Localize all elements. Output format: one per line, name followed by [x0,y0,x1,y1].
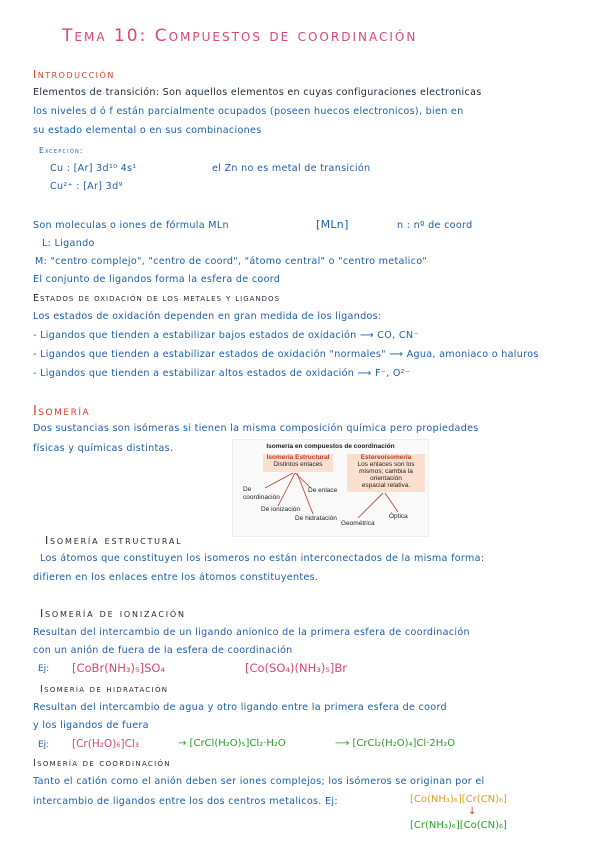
coordinacion-ex-1: [Co(NH₃)₆][Cr(CN)₆] [410,794,507,805]
estructural-line-2: difieren en los enlaces entre los átomos constituyentes. [33,572,319,583]
ionizacion-line-2: con un anión de fuera de la esfera de coordinación [33,645,293,656]
ionizacion-ex-label: Ej: [38,664,50,674]
diagram-title: Isomería en compuestos de coordinación [266,443,395,450]
mol-line-c: n : nº de coord [397,220,473,231]
page-title: Tema 10: Compuestos de coordinación [62,26,418,46]
node-coordinacion: coordinación [243,494,280,501]
hidratacion-ex-label: Ej: [38,740,50,750]
coordinacion-arrow: ↓ [468,806,477,817]
ligand-def: L: Ligando [42,238,95,249]
node-enlace: De enlace [308,487,338,494]
hidratacion-ex-2: → [CrCl(H₂O)₅]Cl₂·H₂O [178,738,286,749]
box-estructural-head: Isomería Estructural [266,454,330,461]
isomeria-diagram [232,439,429,537]
metal-def: M: "centro complejo", "centro de coord", "átomo central" o "centro metalico" [35,256,428,267]
heading-oxidacion: Estados de oxidación de los metales y ligandos [33,293,281,304]
ionizacion-line-1: Resultan del intercambio de un ligando anionico de la primera esfera de coordinación [33,627,470,638]
box-estereo-head: Estereoisomería [360,454,412,461]
intro-line-3: su estado elemental o en sus combinaciones [33,125,262,136]
node-de: De [243,486,252,493]
hidratacion-line-2: y los ligandos de fuera [33,720,149,731]
intro-line-1: Elementos de transición: Son aquellos elementos en cuyas configuraciones electronicas [33,87,482,98]
mol-line-a: Son moleculas o iones de fórmula MLn [33,220,229,231]
heading-isomeria: Isomería [33,404,91,419]
heading-estructural: Isomería estructural [45,534,183,547]
node-optica: Óptica [389,513,408,520]
oxidation-bullet-1: - Ligandos que tienden a estabilizar bajos estados de oxidación ⟶ CO, CN⁻ [33,330,419,341]
ionizacion-ex-1: [CoBr(NH₃)₅]SO₄ [72,661,166,675]
isomeria-line-1: Dos sustancias son isómeras si tienen la misma composición química pero propiedades [33,423,479,434]
node-hidratacion: De hidratación [295,515,337,522]
coordinacion-ex-2: [Cr(NH₃)₆][Co(CN)₆] [410,820,507,831]
box-estereo-sub-1: Los enlaces son los [357,461,415,468]
heading-introduccion: Introducción [33,68,115,81]
exception-config-2: Cu²⁺ : [Ar] 3d⁹ [50,181,123,192]
box-estructural-sub: Distintos enlaces [273,461,323,468]
estructural-line-1: Los átomos que constituyen los isomeros no están interconectados de la misma forma: [40,553,485,564]
mol-line-b: [MLn] [316,218,349,231]
coordinacion-line-1: Tanto el catión como el anión deben ser iones complejos; los isómeros se originan por el [33,776,485,787]
heading-hidratacion: Isomería de hidratación [40,684,169,695]
heading-ionizacion: Isomería de ionización [40,607,186,620]
box-estereo-sub-4: espacial relativa. [361,482,411,489]
intro-line-2: los niveles d ó f están parcialmente ocupados (poseen huecos electronicos), bien en [33,106,464,117]
hidratacion-line-1: Resultan del intercambio de agua y otro ligando entre la primera esfera de coord [33,702,447,713]
box-estereo-sub-2: mismos; cambia la [359,468,413,475]
ionizacion-ex-2: [Co(SO₄)(NH₃)₅]Br [245,661,348,675]
hidratacion-ex-3: ⟶ [CrCl₂(H₂O)₄]Cl·2H₂O [335,738,456,749]
hidratacion-ex-1: [Cr(H₂O)₆]Cl₃ [72,738,140,750]
oxidation-bullet-3: - Ligandos que tienden a estabilizar altos estados de oxidación ⟶ F⁻, O²⁻ [33,368,411,379]
exception-config-1: Cu : [Ar] 3d¹⁰ 4s¹ [50,163,137,174]
sphere-def: El conjunto de ligandos forma la esfera de coord [33,274,281,285]
isomeria-line-2: físicas y químicas distintas. [33,443,174,454]
box-estereo-sub-3: orientación [370,475,402,482]
node-geometrica: Geométrica [341,520,375,527]
node-ionizacion: De ionización [261,506,301,513]
oxidation-line-1: Los estados de oxidación dependen en gran medida de los ligandos: [33,311,382,322]
oxidation-bullet-2: - Ligandos que tienden a estabilizar estados de oxidación "normales" ⟶ Agua, amoniaco o haluros [33,349,539,360]
heading-coordinacion: Isomería de coordinación [33,758,171,769]
exception-label: Excepción: [39,146,84,155]
coordinacion-line-2: intercambio de ligandos entre los dos centros metalicos. Ej: [33,796,338,807]
exception-note: el Zn no es metal de transición [212,163,371,174]
